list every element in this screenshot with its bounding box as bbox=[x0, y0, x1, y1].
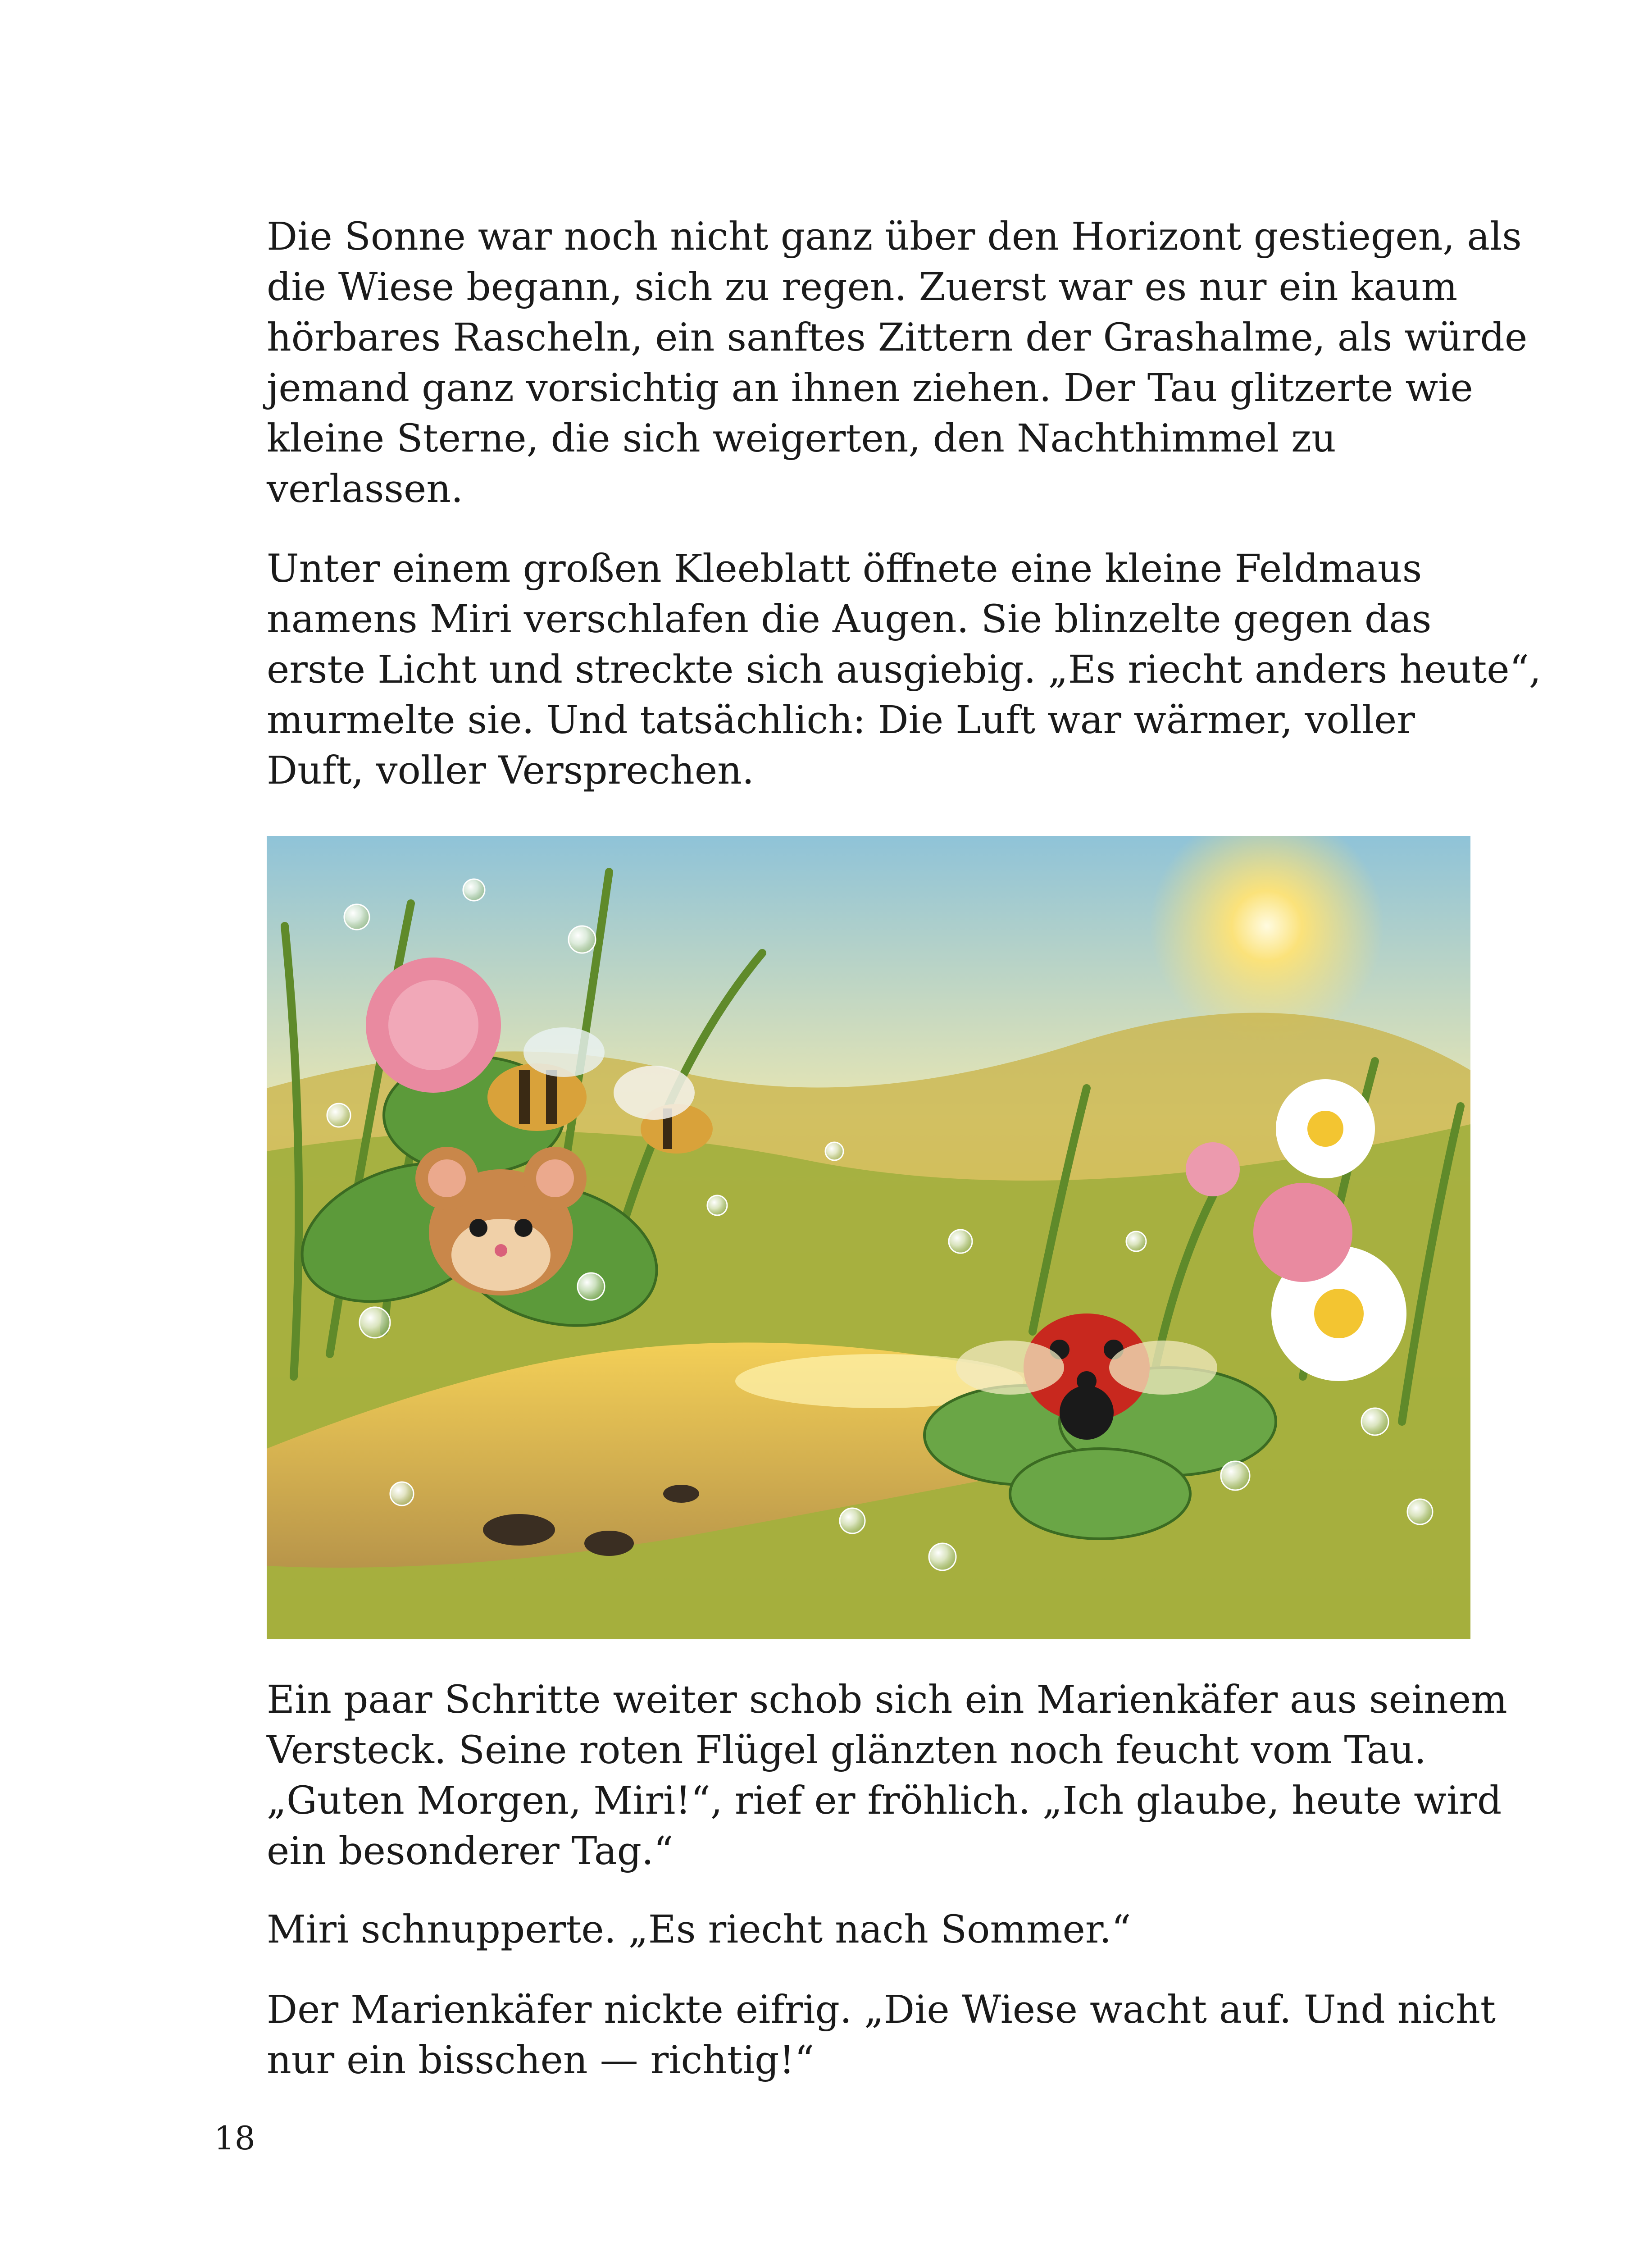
text-line: erste Licht und streckte sich ausgiebig. „Es riecht anders heute“, bbox=[267, 648, 1542, 692]
page-number: 18 bbox=[214, 2119, 255, 2157]
text-line: Duft, voller Versprechen. bbox=[267, 748, 754, 793]
text-line: murmelte sie. Und tatsächlich: Die Luft war wärmer, voller bbox=[267, 698, 1415, 743]
text-line: ein besonderer Tag.“ bbox=[267, 1829, 674, 1874]
text-line: jemand ganz vorsichtig an ihnen ziehen. Der Tau glitzerte wie bbox=[267, 366, 1473, 410]
text-line: die Wiese begann, sich zu regen. Zuerst war es nur ein kaum bbox=[267, 265, 1458, 310]
text-line: Die Sonne war noch nicht ganz über den Horizont gestiegen, als bbox=[267, 214, 1522, 259]
text-line: verlassen. bbox=[267, 467, 464, 511]
text-line: namens Miri verschlafen die Augen. Sie blinzelte gegen das bbox=[267, 597, 1432, 642]
text-line: Versteck. Seine roten Flügel glänzten noch feucht vom Tau. bbox=[267, 1728, 1427, 1773]
paragraph-5 bbox=[267, 1985, 1496, 2086]
paragraph-1 bbox=[267, 212, 1528, 515]
text-line: Unter einem großen Kleeblatt öffnete eine kleine Feldmaus bbox=[267, 547, 1422, 591]
paragraph-4 bbox=[267, 1905, 1483, 1955]
text-line: Der Marienkäfer nickte eifrig. „Die Wiese wacht auf. Und nicht bbox=[267, 1988, 1496, 2032]
clover-flower bbox=[366, 958, 501, 1093]
meadow-illustration bbox=[267, 836, 1470, 1639]
paragraph-2 bbox=[267, 544, 1542, 796]
text-line: hörbares Rascheln, ein sanftes Zittern der Grashalme, als würde bbox=[267, 315, 1528, 360]
text-line: Miri schnupperte. „Es riecht nach Sommer.“ bbox=[267, 1907, 1131, 1952]
paragraph-3 bbox=[267, 1675, 1507, 1877]
text-line: Ein paar Schritte weiter schob sich ein Marienkäfer aus seinem bbox=[267, 1678, 1507, 1722]
text-line: kleine Sterne, die sich weigerten, den Nachthimmel zu bbox=[267, 416, 1336, 461]
text-line: nur ein bisschen — richtig!“ bbox=[267, 2038, 815, 2083]
text-line: „Guten Morgen, Miri!“, rief er fröhlich. „Ich glaube, heute wird bbox=[267, 1779, 1502, 1823]
illustration-canvas bbox=[267, 836, 1470, 1639]
